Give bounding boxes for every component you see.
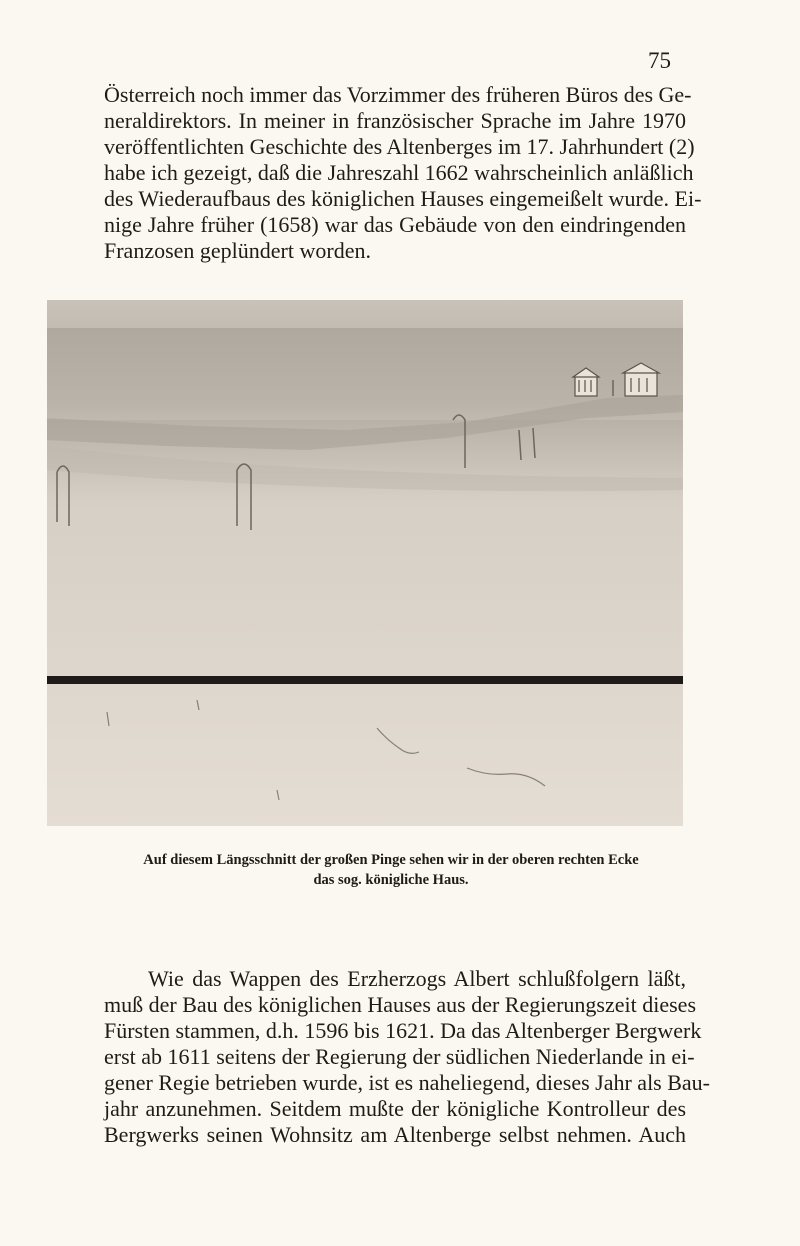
text-line: nige Jahre früher (1658) war das Gebäude von den eindringenden <box>104 212 686 237</box>
text-line: habe ich gezeigt, daß die Jahreszahl 1662 wahrscheinlich anläßlich <box>104 160 694 185</box>
longitudinal-section-image <box>47 300 683 826</box>
horizon-line <box>47 676 683 684</box>
text-line: veröffentlichten Geschichte des Altenberges im 17. Jahrhundert (2) <box>104 134 695 159</box>
text-line: muß der Bau des königlichen Hauses aus der Regierungszeit dieses <box>104 992 697 1017</box>
page-number: 75 <box>648 48 671 73</box>
text-line: Wie das Wappen des Erzherzogs Albert schlußfolgern läßt, <box>148 966 686 991</box>
text-line: Franzosen geplündert worden. <box>104 238 371 263</box>
paragraph-top <box>104 82 702 264</box>
figure-caption <box>92 850 690 890</box>
text-line: erst ab 1611 seitens der Regierung der südlichen Niederlande in ei- <box>104 1044 695 1069</box>
text-line: des Wiederaufbaus des königlichen Hauses eingemeißelt wurde. Ei- <box>104 186 702 211</box>
text-line: jahr anzunehmen. Seitdem mußte der königliche Kontrolleur des <box>104 1096 686 1121</box>
text-line: neraldirektors. In meiner in französischer Sprache im Jahre 1970 <box>104 108 686 133</box>
text-line: gener Regie betrieben wurde, ist es naheliegend, dieses Jahr als Bau- <box>104 1070 711 1095</box>
section-drawing <box>47 300 683 826</box>
text-line: Bergwerks seinen Wohnsitz am Altenberge selbst nehmen. Auch <box>104 1122 686 1147</box>
caption-line: das sog. königliche Haus. <box>313 872 469 888</box>
text-line: Österreich noch immer das Vorzimmer des früheren Büros des Ge- <box>104 82 692 107</box>
paragraph-bottom <box>104 966 711 1148</box>
caption-line: Auf diesem Längsschnitt der großen Pinge sehen wir in der oberen rechten Ecke <box>143 852 639 868</box>
text-line: Fürsten stammen, d.h. 1596 bis 1621. Da das Altenberger Bergwerk <box>104 1018 702 1043</box>
